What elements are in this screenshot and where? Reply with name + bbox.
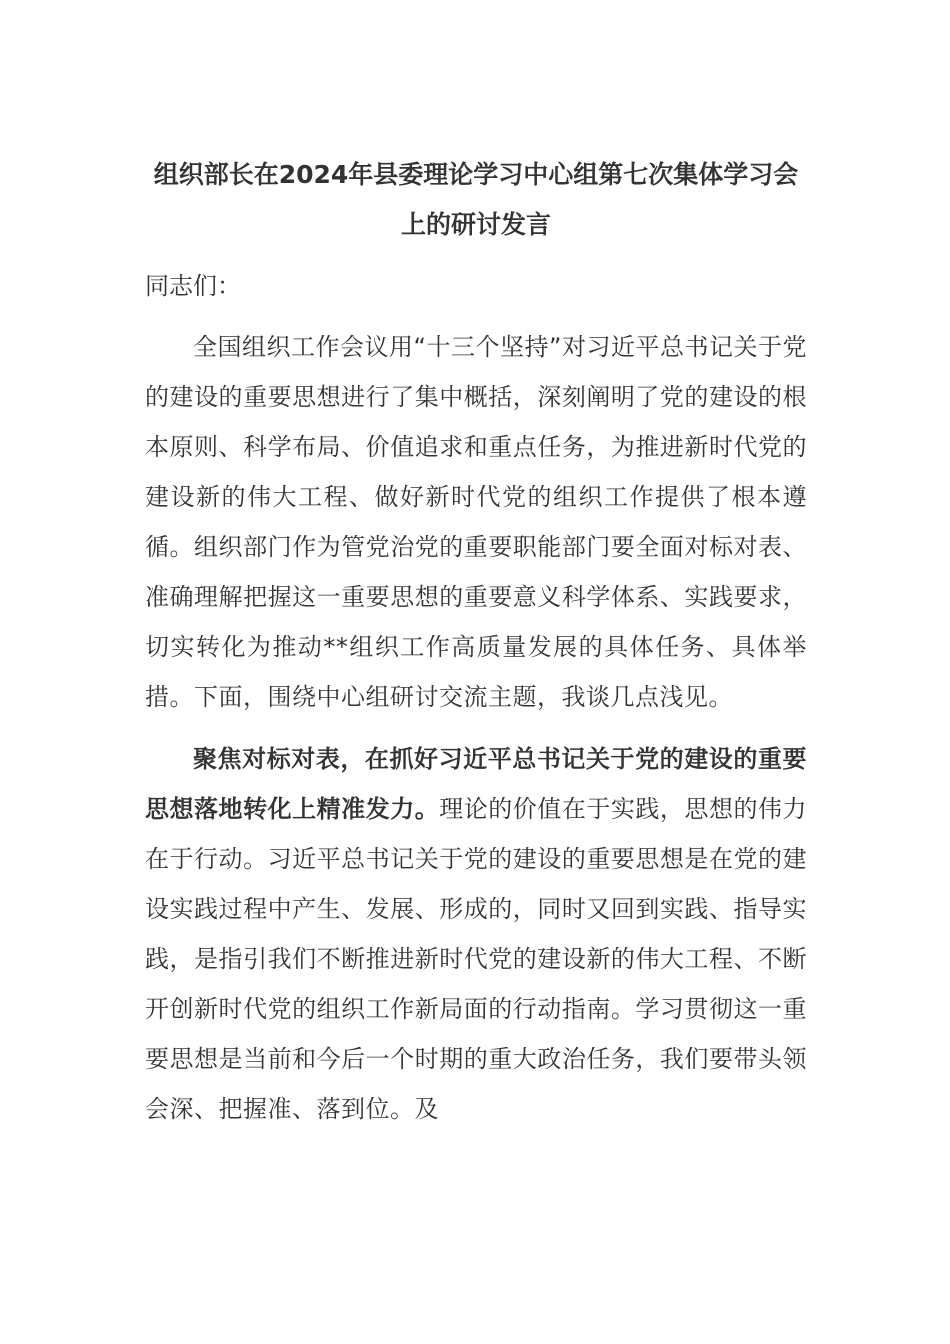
document-title: 组织部长在2024年县委理论学习中心组第七次集体学习会上的研讨发言 (153, 160, 799, 239)
document-page (145, 150, 807, 1134)
paragraph-heading: 聚焦对标对表，在抓好习近平总书记关于党的建设的重要思想落地转化上精准发力。 (145, 745, 807, 823)
paragraph-text: 理论的价值在于实践，思想的伟力在于行动。习近平总书记关于党的建设的重要思想是在党的建设实践过程中产生、发展、形成的，同时又回到实践、指导实践，是指引我们不断推进新时代党的建设新的伟大工程、不断开创新时代党的组织工作新局面的行动指南。学习贯彻这一重要思想是当前和今后一个时期的重大政治任务，我们要带头领会深、把握准、落到位。及 (145, 795, 808, 1123)
paragraph-intro (145, 322, 807, 722)
paragraph-section-one (145, 734, 807, 1134)
paragraph-text: 全国组织工作会议用“十三个坚持”对习近平总书记关于党的建设的重要思想进行了集中概括，深刻阐明了党的建设的根本原则、科学布局、价值追求和重点任务，为推进新时代党的建设新的伟大工程、做好新时代党的组织工作提供了根本遵循。组织部门作为管党治党的重要职能部门要全面对标对表、准确理解把握这一重要思想的重要意义科学体系、实践要求，切实转化为推动**组织工作高质量发展的具体任务、具体举措。下面，围绕中心组研讨交流主题，我谈几点浅见。 (145, 333, 807, 711)
salutation: 同志们： (145, 272, 241, 300)
